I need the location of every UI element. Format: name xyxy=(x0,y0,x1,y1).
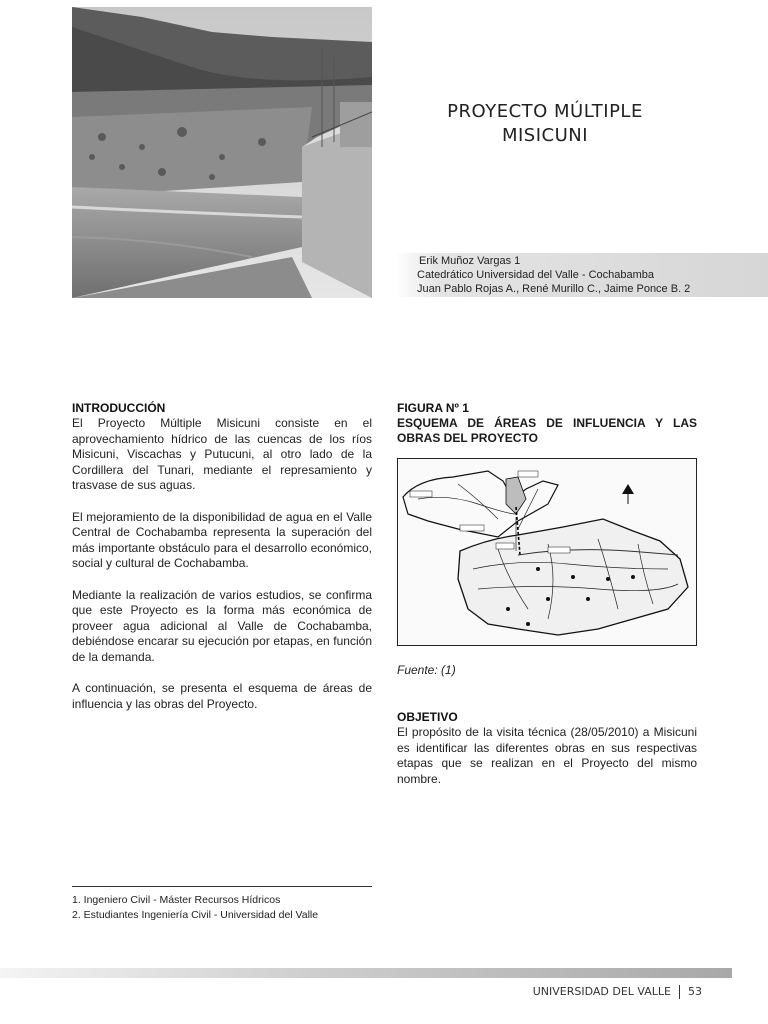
intro-paragraph-2: El mejoramiento de la disponibilidad de agua en el Valle Central de Cochabamba representa la superación del más importante obstáculo para el desarrollo económico, social y cultural de Cochabamba. xyxy=(72,509,372,570)
footnote-1: 1. Ingeniero Civil - Máster Recursos Hídricos xyxy=(72,894,281,906)
objetivo-section xyxy=(397,710,697,803)
figure-label: FIGURA Nº 1 xyxy=(397,401,469,415)
figure-caption xyxy=(397,401,697,446)
footer-bar xyxy=(0,968,732,978)
footer-separator xyxy=(679,985,680,999)
introduction-section xyxy=(72,401,372,728)
author-line-2: Catedrático Universidad del Valle - Cochabamba xyxy=(417,269,655,281)
author-line-3: Juan Pablo Rojas A., René Murillo C., Jaime Ponce B. 2 xyxy=(417,283,691,295)
title-line-2: MISICUNI xyxy=(501,125,589,146)
influence-area-map xyxy=(397,458,697,646)
footer-institution: UNIVERSIDAD DEL VALLE xyxy=(532,985,671,998)
landscape-photo-illustration xyxy=(72,7,372,298)
footnote-divider xyxy=(72,886,372,887)
author-line-1: Erik Muñoz Vargas 1 xyxy=(419,255,521,267)
author-bar xyxy=(395,253,768,297)
intro-paragraph-1: El Proyecto Múltiple Misicuni consiste en el aprovechamiento hídrico de las cuencas de los ríos Misicuni, Viscachas y Putucuni, al otro lado de la Cordillera del Tunari, mediante el represamiento y trasvase de sus aguas. xyxy=(72,416,372,492)
figure-source: Fuente: (1) xyxy=(397,663,456,677)
page-number: 53 xyxy=(688,985,702,998)
objetivo-heading: OBJETIVO xyxy=(397,710,458,724)
introduction-heading: INTRODUCCIÓN xyxy=(72,401,166,415)
page-footer xyxy=(533,985,702,999)
footnotes xyxy=(72,893,392,923)
title-line-1: PROYECTO MÚLTIPLE xyxy=(447,101,643,122)
figure-title: ESQUEMA DE ÁREAS DE INFLUENCIA Y LAS OBRAS DEL PROYECTO xyxy=(397,416,697,445)
objetivo-paragraph: El propósito de la visita técnica (28/05/2010) a Misicuni es identificar las diferentes obras en sus respectivas etapas que se realizan en el Proyecto del mismo nombre. xyxy=(397,725,697,786)
intro-paragraph-3: Mediante la realización de varios estudios, se confirma que este Proyecto es la forma más económica de proveer agua adicional al Valle de Cochabamba, debiéndose encarar su ejecución por etapas, en función de la demanda. xyxy=(72,587,372,664)
cover-photo xyxy=(72,7,372,298)
footnote-2: 2. Estudiantes Ingeniería Civil - Universidad del Valle xyxy=(72,909,319,921)
article-title xyxy=(395,100,695,148)
map-illustration xyxy=(398,459,696,645)
intro-paragraph-4: A continuación, se presenta el esquema de áreas de influencia y las obras del Proyecto. xyxy=(72,681,372,711)
